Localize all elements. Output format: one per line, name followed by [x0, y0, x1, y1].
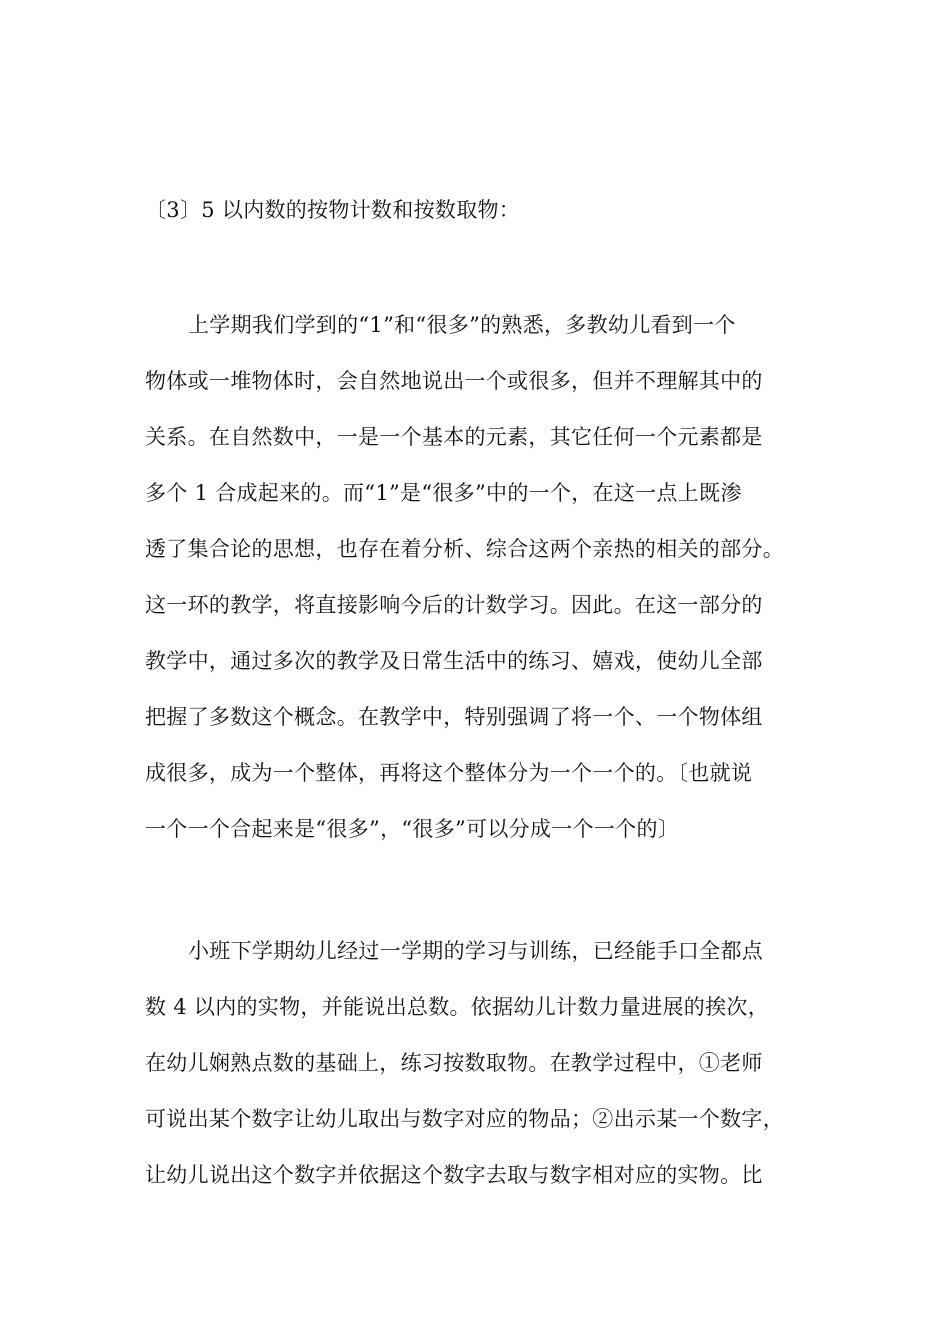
- paragraph-line: 一个一个合起来是“很多”，“很多”可以分成一个一个的〕: [145, 817, 680, 841]
- section-heading: 〔3〕5 以内数的按物计数和按数取物：: [145, 198, 521, 222]
- paragraph-line: 教学中，通过多次的教学及日常生活中的练习、嬉戏，使幼儿全部: [145, 649, 763, 673]
- paragraph-line: 关系。在自然数中，一是一个基本的元素，其它任何一个元素都是: [145, 425, 763, 449]
- paragraph-line: 成很多，成为一个整体，再将这个整体分为一个一个的。〔也就说: [145, 761, 753, 785]
- paragraph-line: 把握了多数这个概念。在教学中，特别强调了将一个、一个物体组: [145, 705, 763, 729]
- paragraph-line: 让幼儿说出这个数字并依据这个数字去取与数字相对应的实物。比: [145, 1163, 763, 1187]
- paragraph-line: 在幼儿娴熟点数的基础上，练习按数取物。在教学过程中，①老师: [145, 1051, 763, 1075]
- paragraph-line: 上学期我们学到的“1”和“很多”的熟悉，多教幼儿看到一个: [188, 313, 736, 337]
- paragraph-line: 这一环的教学，将直接影响今后的计数学习。因此。在这一部分的: [145, 593, 763, 617]
- paragraph-line: 可说出某个数字让幼儿取出与数字对应的物品；②出示某一个数字，: [145, 1107, 784, 1131]
- paragraph-line: 透了集合论的思想，也存在着分析、综合这两个亲热的相关的部分。: [145, 537, 784, 561]
- paragraph-line: 小班下学期幼儿经过一学期的学习与训练，已经能手口全都点: [188, 939, 764, 963]
- paragraph-line: 物体或一堆物体时，会自然地说出一个或很多，但并不理解其中的: [145, 369, 763, 393]
- paragraph-line: 多个 1 合成起来的。而“1”是“很多”中的一个，在这一点上既渗: [145, 481, 742, 505]
- paragraph-line: 数 4 以内的实物，并能说出总数。依据幼儿计数力量进展的挨次，: [145, 995, 770, 1019]
